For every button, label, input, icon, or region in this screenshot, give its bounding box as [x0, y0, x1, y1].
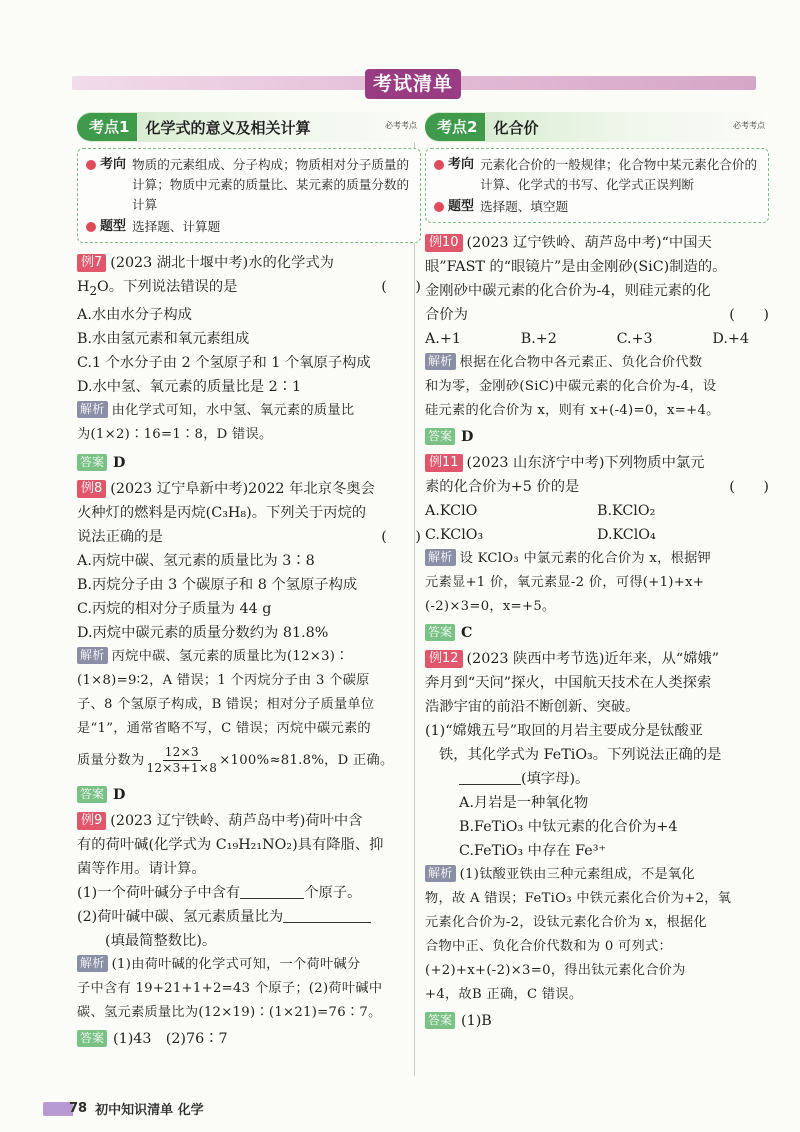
option-b: B.丙烷分子由 3 个碳原子和 8 个氢原子构成	[77, 576, 358, 593]
option-a: A.水由水分子构成	[77, 306, 192, 323]
stem: H	[77, 279, 90, 295]
kaodian-note: 必考考点	[385, 121, 417, 130]
option-c: C.丙烷的相对分子质量为 44 g	[77, 600, 272, 617]
stem: (2023 湖北十堰中考)水的化学式为	[110, 255, 334, 271]
answer-tag: 答案	[425, 1012, 455, 1029]
jiexi-text: 和为零，金刚砂(SiC)中碳元素的化合价为-4，设	[425, 379, 717, 394]
jiexi-tag: 解析	[77, 647, 108, 664]
question-1: (1)一个荷叶碱分子中含有	[77, 884, 241, 901]
example-tag: 例9	[77, 812, 106, 830]
jiexi-text: (1)由荷叶碱的化学式可知，一个荷叶碱分	[111, 956, 361, 972]
stem: 素的化合价为+5 价的是	[425, 479, 580, 495]
bullet-icon	[434, 160, 444, 170]
stem: 有的荷叶碱(化学式为 C₁₉H₂₁NO₂)具有降脂、抑	[77, 836, 384, 853]
jiexi-tag: 解析	[425, 353, 456, 370]
kaoxiang-text: 物质的元素组成、分子构成；物质相对分子质量的计算；物质中元素的质量比、某元素的质量分数的计算	[132, 157, 410, 212]
jiexi-text: 元素化合价为-2，设钛元素化合价为 x，根据化	[425, 915, 707, 930]
option-c: C.+3	[616, 331, 653, 347]
right-column	[425, 112, 769, 1033]
fraction	[146, 745, 217, 776]
example-8	[77, 477, 421, 807]
answer-blank[interactable]	[459, 769, 521, 785]
answer: D	[113, 786, 126, 803]
question-1: (填字母)。	[521, 771, 590, 787]
jiexi-text: (-2)×3=0，x=+5。	[425, 599, 556, 614]
jiexi-tag: 解析	[77, 401, 108, 418]
answer-paren: ( )	[729, 307, 769, 323]
jiexi-text: 元素显+1 价，氧元素显-2 价，可得(+1)+x+	[425, 575, 705, 590]
question-2: (2)荷叶碱中碳、氢元素质量比为	[77, 908, 284, 925]
bullet-icon	[434, 202, 444, 212]
stem: 菌等作用。请计算。	[77, 860, 206, 877]
example-9	[77, 809, 421, 1051]
answer-tag: 答案	[77, 786, 107, 803]
tixing-text: 选择题、计算题	[132, 219, 221, 234]
stem: 说法正确的是	[77, 528, 163, 545]
kaodian-title: 化学式的意义及相关计算	[145, 118, 311, 137]
stem: 合价为	[425, 307, 468, 323]
kaodian-tag: 考点2	[425, 113, 485, 141]
example-tag: 例12	[425, 650, 463, 668]
option-c: C.1 个水分子由 2 个氢原子和 1 个氧原子构成	[77, 354, 371, 371]
option-c: C.FeTiO₃ 中存在 Fe³⁺	[459, 843, 606, 859]
jiexi-text: +4，故B 正确，C 错误。	[425, 987, 583, 1002]
page-footer	[43, 1097, 223, 1119]
answer-tag: 答案	[425, 428, 455, 445]
option-b: B.KClO₂	[597, 503, 656, 519]
answer-tag: 答案	[77, 454, 107, 471]
stem: (2023 辽宁铁岭、葫芦岛中考)荷叶中含	[110, 812, 363, 829]
jiexi-text: 设 KClO₃ 中氯元素的化合价为 x，根据钾	[459, 551, 712, 566]
answer-tag: 答案	[77, 1030, 107, 1047]
kaodian-note: 必考考点	[733, 121, 765, 130]
answer: C	[461, 625, 473, 641]
answer: (1)B	[461, 1013, 492, 1029]
option-d: D.丙烷中碳元素的质量分数约为 81.8%	[77, 624, 329, 641]
example-10	[425, 231, 769, 449]
jiexi-text: 由化学式可知，水中氢、氧元素的质量比	[111, 402, 355, 418]
jiexi-text: 物，故 A 错误；FeTiO₃ 中铁元素化合价为+2，氧	[425, 891, 732, 906]
example-tag: 例7	[77, 254, 106, 272]
jiexi-text: 质量分数为	[77, 752, 145, 768]
option-a: A.丙烷中碳、氢元素的质量比为 3∶8	[77, 552, 315, 569]
kaoxiang-text: 元素化合价的一般规律；化合物中某元素化合价的计算、化学式的书写、化学式正误判断	[480, 157, 758, 192]
jiexi-text: 根据在化合物中各元素正、负化合价代数	[459, 355, 703, 370]
subscript: 2	[89, 283, 98, 298]
question-1: 铁，其化学式为 FeTiO₃。下列说法正确的是	[439, 747, 722, 763]
tixing-label: 题型	[100, 219, 127, 234]
option-a: A.+1	[425, 331, 461, 347]
option-a: A.月岩是一种氧化物	[459, 795, 589, 811]
footer-title: 初中知识清单 化学	[95, 1102, 204, 1118]
example-12	[425, 647, 769, 1033]
jiexi-text: 硅元素的化合价为 x，则有 x+(-4)=0，x=+4。	[425, 403, 720, 418]
stem: 浩渺宇宙的前沿不断创新、突破。	[425, 699, 640, 715]
answer-blank[interactable]	[283, 907, 371, 923]
fraction-denominator: 12×3+1×8	[146, 760, 218, 775]
kaoxiang-label: 考向	[100, 157, 127, 172]
stem: 奔月到“天问”探火，中国航天技术在人类探索	[425, 675, 712, 691]
bullet-icon	[86, 160, 96, 170]
left-column	[77, 112, 421, 1051]
answer: D	[461, 429, 474, 445]
jiexi-tag: 解析	[425, 865, 456, 882]
option-d: D.+4	[712, 331, 749, 347]
stem: (2023 山东济宁中考)下列物质中氯元	[466, 455, 705, 471]
option-d: D.KClO₄	[597, 527, 656, 543]
question-1: (1)“嫦娥五号”取回的月岩主要成分是钛酸亚	[425, 723, 703, 739]
jiexi-text: (1×8)=9∶2，A 错误；1 个丙烷分子由 3 个碳原	[77, 672, 370, 688]
kaodian-tag: 考点1	[77, 113, 137, 141]
kaodian-header	[425, 112, 769, 142]
option-d: D.水中氢、氧元素的质量比是 2∶1	[77, 378, 302, 395]
page-number: 78	[69, 1100, 88, 1116]
stem: 火种灯的燃料是丙烷(C₃H₈)。下列关于丙烷的	[77, 504, 367, 521]
banner-title: 考试清单	[365, 69, 461, 99]
answer: D	[113, 454, 126, 471]
kaoxiang-label: 考向	[448, 157, 475, 172]
jiexi-text: (+2)+x+(-2)×3=0，得出钛元素化合价为	[425, 963, 686, 978]
answer: (1)43 (2)76∶7	[113, 1030, 228, 1047]
answer-paren: ( )	[729, 479, 769, 495]
example-tag: 例10	[425, 234, 463, 252]
example-tag: 例8	[77, 480, 106, 498]
example-11	[425, 451, 769, 645]
option-c: C.KClO₃	[425, 527, 484, 543]
stem: (2023 陕西中考节选)近年来，从“嫦娥”	[466, 651, 720, 667]
jiexi-text: ×100%≈81.8%，D 正确。	[219, 752, 394, 768]
jiexi-tag: 解析	[425, 549, 456, 566]
option-b: B.水由氢元素和氧元素组成	[77, 330, 250, 347]
kaodian-title: 化合价	[493, 118, 539, 137]
jiexi-text: 丙烷中碳、氢元素的质量比为(12×3)∶	[111, 648, 349, 664]
kaodian-box	[77, 148, 421, 243]
jiexi-text: 子中含有 19+21+1+2=43 个原子；(2)荷叶碱中	[77, 980, 383, 996]
kaodian-box	[425, 148, 769, 223]
jiexi-text: (1)钛酸亚铁由三种元素组成，不是氧化	[459, 867, 695, 882]
stem: 眼”FAST 的“眼镜片”是由金刚砂(SiC)制造的。	[425, 259, 727, 275]
jiexi-tag: 解析	[77, 955, 108, 972]
question-2: (填最简整数比)。	[105, 932, 217, 949]
tixing-text: 选择题、填空题	[480, 199, 569, 214]
example-tag: 例11	[425, 454, 463, 472]
fraction-numerator: 12×3	[164, 744, 199, 759]
tixing-label: 题型	[448, 199, 475, 214]
jiexi-text: 为(1×2)∶16=1∶8，D 错误。	[77, 426, 273, 442]
answer-blank[interactable]	[240, 883, 304, 899]
stem: 金刚砂中碳元素的化合价为-4，则硅元素的化	[425, 283, 711, 299]
stem: (2023 辽宁阜新中考)2022 年北京冬奥会	[110, 480, 375, 497]
answer-paren: ( )	[381, 279, 421, 295]
jiexi-text: 合物中正、负化合价代数和为 0 可列式：	[425, 939, 672, 954]
bullet-icon	[86, 222, 96, 232]
stem: (2023 辽宁铁岭、葫芦岛中考)“中国天	[466, 235, 712, 251]
answer-tag: 答案	[425, 624, 455, 641]
jiexi-text: 碳、氢元素质量比为(12×19)∶(1×21)=76∶7。	[77, 1004, 382, 1020]
jiexi-text: 子、8 个氢原子构成，B 错误；相对分子质量单位	[77, 696, 375, 712]
option-b: B.FeTiO₃ 中钛元素的化合价为+4	[459, 819, 678, 835]
example-7	[77, 251, 421, 475]
question-1: 个原子。	[304, 884, 362, 901]
answer-paren: ( )	[381, 528, 421, 545]
stem: O。下列说法错误的是	[97, 279, 238, 295]
jiexi-text: 是“1”，通常省略不写，C 错误；丙烷中碳元素的	[77, 720, 371, 736]
option-a: A.KClO	[425, 503, 478, 519]
option-b: B.+2	[520, 331, 557, 347]
kaodian-header	[77, 112, 421, 142]
